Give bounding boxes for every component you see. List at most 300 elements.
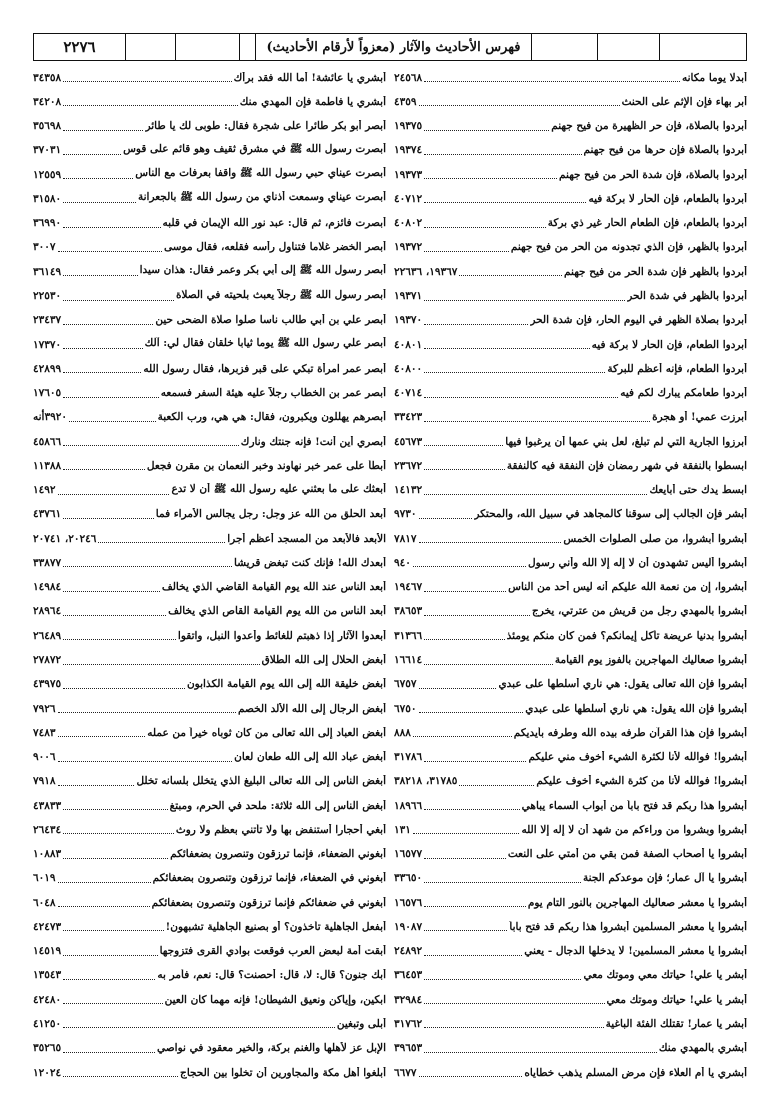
dot-leader: [63, 558, 232, 567]
entry-text: أبشروا بالمهدي رجل من قريش من عترتي، يخرج: [532, 605, 747, 618]
entry-reference: ١٩٣٧٥: [394, 120, 423, 133]
index-entry: [394, 576, 747, 600]
dot-leader: [419, 534, 562, 543]
entry-reference: ٤٢٤٧٣: [33, 920, 62, 933]
index-entry: [33, 576, 386, 600]
index-entry: [394, 454, 747, 478]
entry-reference: ٦٠٤٨: [33, 896, 56, 909]
entry-text: أبصر عمر بن الخطاب رجلاً عليه هيئة السفر فسمعه: [160, 387, 386, 400]
index-entry: [33, 381, 386, 405]
entry-text: أبصرت فائزم، ثم قال: عبد نور الله الإيمان في قلبه: [162, 217, 386, 230]
dot-leader: [63, 922, 163, 931]
dot-leader: [424, 874, 581, 883]
index-entry: [33, 1037, 386, 1061]
index-entry: [33, 430, 386, 454]
right-column: [390, 66, 747, 1090]
index-entry: [394, 794, 747, 818]
dot-leader: [424, 389, 618, 398]
dot-leader: [58, 728, 146, 737]
index-entry: [33, 940, 386, 964]
dot-leader: [63, 461, 145, 470]
entry-reference: ١٦٥٧٦: [394, 896, 423, 909]
entry-text: أبصري أين أنت! فإنه جنتك ونارك: [240, 435, 386, 448]
entry-text: أبعد الحلق من الله عز وجل: رجل يجالس الأمراء فما: [155, 508, 386, 521]
index-entry: [33, 454, 386, 478]
entry-reference: ٤٣٩٧٥: [33, 678, 62, 691]
entry-text: أبردوا بالظهر، فإن الذي تجدونه من الحر من فيح جهنم: [510, 241, 747, 254]
entry-text: أبصرت عيناي حبي رسول الله ﷺ واقفا بعرفات مع الناس: [135, 167, 386, 180]
index-entry: [394, 212, 747, 236]
dot-leader: [424, 146, 581, 155]
dot-leader: [63, 1019, 335, 1028]
index-entry: [394, 1012, 747, 1036]
entry-text: أبغي أحجارا أستنفض بها ولا تأتني بعظم ولا روث: [175, 823, 386, 836]
entry-text: أبشروا فإن هذا القرآن طرفه بيده الله وطرفه بأيديكم: [513, 726, 747, 739]
dot-leader: [63, 947, 157, 956]
entry-text: أبشروا! فوالله لأنا لكثرة الشيء أخوف مني عليكم: [528, 751, 747, 764]
index-entry: [394, 843, 747, 867]
entry-text: أبردوا بالصلاة فإن حرها من فيح جهنم: [583, 144, 747, 157]
index-entry: [394, 479, 747, 503]
entry-text: أبردوا بالصلاة، فإن حر الظهيرة من فيح جهنم: [551, 120, 747, 133]
dot-leader: [424, 801, 519, 810]
page-title: فهرس الأحاديث والآثار (معزواً لأرقام الأحاديث): [256, 34, 532, 60]
dot-leader: [419, 704, 524, 713]
entry-reference: ١٦٥٧٧: [394, 848, 423, 861]
entry-text: أبردوا طعامكم يبارك لكم فيه: [620, 387, 747, 400]
dot-leader: [63, 219, 160, 228]
entry-reference: ٣١٧٦٢: [394, 1017, 423, 1030]
entry-reference: ١٧٣٧٠: [33, 338, 62, 351]
entry-reference: ٣٩٢٠أنه: [33, 411, 68, 424]
entry-text: أبردوا بصلاة الظهر في اليوم الحار، فإن شدة الحر: [530, 314, 747, 327]
index-entry: [394, 406, 747, 430]
index-entry: [33, 309, 386, 333]
index-entry: [394, 915, 747, 939]
dot-leader: [58, 874, 151, 883]
dot-leader: [63, 656, 259, 665]
index-entry: [394, 940, 747, 964]
index-entry: [33, 551, 386, 575]
index-entry: [394, 503, 747, 527]
index-entry: [394, 1037, 747, 1061]
entry-text: أبشروا يا آل عمار؛ فإن موعدكم الجنة: [583, 872, 747, 885]
index-entry: [33, 139, 386, 163]
left-column: [33, 66, 390, 1090]
entry-reference: ١٩٣٧٠: [394, 314, 423, 327]
index-entry: [33, 333, 386, 357]
entry-reference: ٧٨١٧: [394, 532, 417, 545]
index-entry: [394, 673, 747, 697]
entry-text: أبشروا يا أصحاب الصفة فمن بقي من أمتي على النعت: [507, 848, 747, 861]
entry-reference: ٧٤٨٣: [33, 726, 56, 739]
entry-text: أبشروا يا معشر المسلمين! لا يدخلها الدجال - يعني: [524, 945, 747, 958]
dot-leader: [424, 461, 505, 470]
entry-text: أبعد الناس عند الله يوم القيامة القاضي الذي يخالف: [161, 581, 386, 594]
index-entry: [394, 964, 747, 988]
entry-text: أبصرت عيناي وسمعت أذناي من رسول الله ﷺ بالجعرانة: [137, 191, 386, 204]
entry-text: أبلغوا أهل مكة والمجاورين أن تخلوا بين الحجاج: [180, 1066, 386, 1079]
index-entry: [394, 551, 747, 575]
dot-leader: [63, 97, 238, 106]
dot-leader: [63, 340, 142, 349]
entry-reference: ٢٦٤٨٩: [33, 629, 62, 642]
entry-reference: ٢٤٨٩٢: [394, 945, 423, 958]
index-entry: [33, 1012, 386, 1036]
entry-text: أبشروا أليس تشهدون أن لا إله إلا الله وأني رسول: [527, 556, 747, 569]
dot-leader: [424, 437, 503, 446]
dot-leader: [424, 850, 506, 859]
entry-text: أبشروا فإن الله تعالى يقول: هي ناري أسلطها على عبدي: [498, 678, 747, 691]
dot-leader: [63, 680, 185, 689]
entry-text: أبشر يا عمار! تقتلك الفئة الباغية: [605, 1017, 747, 1030]
entry-reference: ٩٠٠٦: [33, 751, 56, 764]
index-entry: [394, 430, 747, 454]
index-entry: [394, 333, 747, 357]
index-entry: [394, 721, 747, 745]
entry-reference: ٢٣٤٣٧: [33, 314, 62, 327]
index-entry: [33, 66, 386, 90]
entry-reference: ٣٢٩٨٤: [394, 993, 423, 1006]
index-entry: [33, 479, 386, 503]
dot-leader: [424, 656, 553, 665]
dot-leader: [424, 170, 557, 179]
dot-leader: [63, 389, 159, 398]
dot-leader: [413, 825, 520, 834]
entry-text: أبصر رسول الله ﷺ إلى أبي بكر وعمر فقال: هذان سيدا: [139, 264, 386, 277]
dot-leader: [63, 801, 167, 810]
dot-leader: [63, 194, 136, 203]
entry-text: أبك جنون؟ قال: لا، قال: أحصنت؟ قال: نعم، فأمر به: [157, 969, 386, 982]
entry-reference: ٣٦٤٥٣: [394, 969, 423, 982]
entry-reference: ١٩٣٦٧، ٢٢٦٣٦: [394, 265, 458, 278]
index-entry: [394, 1061, 747, 1085]
dot-leader: [424, 316, 528, 325]
entry-reference: ٤٢٤٨٠: [33, 993, 62, 1006]
entry-text: أبشروا فإن الله يقول: هي ناري أسلطها على عبدي: [525, 702, 747, 715]
dot-leader: [424, 583, 506, 592]
entry-reference: ١٧٦٠٥: [33, 387, 62, 400]
index-entry: [33, 406, 386, 430]
entry-text: أبشروا يا معشر صعاليك المهاجرين بالنور التام يوم: [527, 896, 747, 909]
index-entry: [394, 648, 747, 672]
entry-reference: ١٩٠٨٧: [394, 920, 423, 933]
entry-text: أبطأ على عمر خبر نهاوند وخبر النعمان بن مقرن فجعل: [146, 459, 386, 472]
index-entry: [33, 745, 386, 769]
index-entry: [394, 284, 747, 308]
index-entry: [394, 90, 747, 114]
dot-leader: [63, 825, 174, 834]
dot-leader: [459, 267, 562, 276]
dot-leader: [419, 680, 497, 689]
entry-reference: ١٩٣٧٢: [394, 241, 423, 254]
entry-reference: ٢٤٥٦٨: [394, 71, 423, 84]
index-entry: [33, 284, 386, 308]
entry-text: أبشروا بدنيا عريضة تأكل إيمانكم؟ فمن كان منكم يومئذ: [506, 629, 747, 642]
dot-leader: [424, 753, 526, 762]
entry-text: أبغض عباد الله إلى الله طعان لعان: [234, 751, 386, 764]
index-entry: [33, 115, 386, 139]
dot-leader: [419, 510, 473, 519]
dot-leader: [63, 267, 137, 276]
entry-reference: ٢٦٤٣٤: [33, 823, 62, 836]
index-entry: [394, 867, 747, 891]
dot-leader: [413, 558, 526, 567]
entry-reference: ٤٢٨٩٩: [33, 362, 62, 375]
entry-reference: ٢٢٥٣٠: [33, 290, 62, 303]
dot-leader: [63, 971, 155, 980]
entry-text: أبصر علي بن أبي طالب ناسا صلوا صلاة الضحى حين: [155, 314, 386, 327]
dot-leader: [424, 292, 625, 301]
entry-reference: ٣٣٦٥٠: [394, 872, 423, 885]
index-entry: [394, 260, 747, 284]
header-blank-cell: [532, 34, 598, 60]
header-blank-cell: [598, 34, 660, 60]
index-entry: [394, 988, 747, 1012]
index-entry: [394, 236, 747, 260]
index-entry: [33, 891, 386, 915]
index-entry: [33, 915, 386, 939]
dot-leader: [69, 413, 156, 422]
entry-text: أبردوا بالطعام، فإن الطعام الحار غير ذي بركة: [547, 217, 747, 230]
index-entry: [33, 1061, 386, 1085]
dot-leader: [424, 898, 526, 907]
index-entry: [394, 309, 747, 333]
dot-leader: [63, 316, 153, 325]
index-entry: [33, 721, 386, 745]
entry-text: أبشر يا علي! حياتك وموتك معي: [606, 993, 747, 1006]
dot-leader: [413, 728, 512, 737]
entry-reference: ٣٤٢٠٨: [33, 95, 62, 108]
index-entry: [33, 600, 386, 624]
entry-reference: ٩٧٣٠: [394, 508, 417, 521]
dot-leader: [63, 1044, 155, 1053]
index-entry: [33, 648, 386, 672]
dot-leader: [424, 995, 604, 1004]
entry-text: أبشري يا أم العلاء فإن مرض المسلم يذهب خطاياه: [524, 1066, 747, 1079]
entry-text: أبدلا يوما مكانه: [682, 71, 747, 84]
entry-text: أبصر عمر امرأة تبكي على قبر فزبرها، فقال رسول الله: [143, 362, 386, 375]
entry-text: أبردوا بالصلاة، فإن شدة الحر من فيح جهنم: [559, 168, 747, 181]
entry-text: أبغوني الضعفاء، فإنما ترزقون وتنصرون بضعفائكم: [170, 848, 386, 861]
entry-text: أبشري بالمهدي منك: [658, 1042, 747, 1055]
index-entry: [33, 988, 386, 1012]
entry-reference: ٤٣٨٣٣: [33, 799, 62, 812]
entry-reference: ٤٠٧١٤: [394, 387, 423, 400]
index-entry: [394, 357, 747, 381]
entry-text: أبغض خليقة الله إلى الله يوم القيامة الكذابون: [186, 678, 386, 691]
index-entry: [33, 260, 386, 284]
dot-leader: [424, 413, 650, 422]
entry-text: أبصرت رسول الله ﷺ في مشرق ثقيف وهو قائم على قوس: [123, 142, 386, 155]
entry-text: أبشروا يا معشر المسلمين أبشروا هذا ربكم قد فتح باباً: [509, 920, 747, 933]
entry-text: أبشري يا فاطمة فإن المهدي منك: [239, 95, 386, 108]
dot-leader: [424, 73, 680, 82]
index-entry: [394, 187, 747, 211]
entry-text: أبغوني في الضعفاء، فإنما ترزقون وتنصرون بضعفائكم: [152, 872, 386, 885]
entry-text: أبغض الحلال إلى الله الطلاق: [261, 654, 386, 666]
entry-reference: ١٣٥٤٣: [33, 969, 62, 982]
entry-reference: ١٩٣٧٤: [394, 144, 423, 157]
entry-reference: ١٤١٣٢: [394, 484, 423, 497]
index-entry: [394, 745, 747, 769]
index-entry: [394, 66, 747, 90]
dot-leader: [419, 1068, 523, 1077]
dot-leader: [459, 777, 534, 786]
dot-leader: [58, 777, 135, 786]
entry-text: أبعدك الله! فإنك كنت تبغض قريشا: [234, 556, 386, 569]
dot-leader: [63, 583, 160, 592]
entry-reference: ٧٩٢٦: [33, 702, 56, 715]
dot-leader: [424, 1019, 603, 1028]
entry-text: أبغض العباد إلى الله تعالى من كان ثوباه خيراً من عمله: [147, 726, 386, 739]
index-entry: [394, 139, 747, 163]
index-entry: [394, 697, 747, 721]
dot-leader: [63, 122, 143, 131]
entry-text: أبرزوا الجارية التي لم تبلغ، لعل بني عمها أن يرغبوا فيها: [505, 435, 747, 448]
dot-leader: [424, 194, 586, 203]
dot-leader: [424, 219, 546, 228]
dot-leader: [58, 486, 170, 495]
entry-text: أبشر يا علي! حياتك معي وموتك معي: [583, 969, 747, 982]
entry-reference: ٣٥٦٩٨: [33, 120, 62, 133]
index-entry: [394, 770, 747, 794]
entry-reference: ٣١٧٨٦: [394, 751, 423, 764]
index-entry: [33, 770, 386, 794]
entry-reference: ٦٧٥٧: [394, 678, 417, 691]
entry-text: أبغض الناس إلى الله ثلاثة: ملحد في الحرم، ومبتغ: [169, 799, 386, 812]
entry-reference: ١٤٥١٩: [33, 945, 62, 958]
entry-reference: ٤٠٨٠١: [394, 338, 423, 351]
entry-text: أبر بهاء فإن الإثم على الحنث: [621, 95, 747, 108]
entry-reference: ٦٦٧٧: [394, 1066, 417, 1079]
entry-reference: ٩٤٠: [394, 556, 411, 569]
index-entry: [33, 357, 386, 381]
entry-text: أبصر رسول الله ﷺ رجلاً يعبث بلحيته في الصلاة: [175, 288, 386, 301]
dot-leader: [424, 971, 581, 980]
entry-reference: ١٠٨٨٣: [33, 848, 62, 861]
entry-text: أبشروا، إن من نعمة الله عليكم أنه ليس أحد من الناس: [508, 581, 747, 594]
entry-text: ابسط يدك حتى أبايعك: [649, 484, 747, 497]
index-columns: [33, 66, 747, 1090]
dot-leader: [58, 243, 162, 252]
entry-reference: ٣١٥٨٠: [33, 192, 62, 205]
index-entry: [394, 163, 747, 187]
entry-text: أبردوا بالظهر فإن شدة الحر من فيح جهنم: [564, 265, 747, 278]
entry-text: أبلى وتبغين: [336, 1017, 386, 1030]
entry-reference: ٣٦١٤٩: [33, 265, 62, 278]
entry-reference: ٣٩٦٥٣: [394, 1042, 423, 1055]
index-entry: [33, 187, 386, 211]
page-number: ٢٢٧٦: [34, 34, 126, 60]
entry-text: أبعد الناس من الله يوم القيامة القاص الذي يخالف: [168, 605, 386, 618]
dot-leader: [424, 947, 522, 956]
entry-reference: ٣٣٨٧٧: [33, 556, 62, 569]
index-entry: [394, 600, 747, 624]
entry-reference: ٧٩١٨: [33, 775, 56, 788]
entry-reference: ١٩٣٧٣: [394, 168, 423, 181]
index-entry: [33, 90, 386, 114]
entry-reference: ٤٥٨٦٦: [33, 435, 62, 448]
dot-leader: [58, 753, 233, 762]
page-header: [33, 33, 747, 61]
dot-leader: [424, 364, 605, 373]
entry-reference: ٤٣٥٩: [394, 95, 417, 108]
entry-text: أبشروا أبشروا، من صلى الصلوات الخمس: [563, 532, 747, 545]
header-blank-cell: [240, 34, 256, 60]
entry-text: ابسطوا بالنفقة في شهر رمضان فإن النفقة فيه كالنفقة: [506, 459, 747, 472]
entry-text: أبفعل الجاهلية تأخذون؟ أو بصنيع الجاهلية تشبهون!: [165, 920, 386, 933]
entry-text: ابكين، وإياكن ونعيق الشيطان! فإنه مهما كان العين: [164, 993, 386, 1006]
index-entry: [33, 697, 386, 721]
index-entry: [33, 843, 386, 867]
index-entry: [394, 527, 747, 551]
entry-text: أبشري يا عائشة! أما الله فقد برأك: [233, 71, 386, 84]
index-entry: [33, 212, 386, 236]
dot-leader: [63, 510, 154, 519]
dot-leader: [63, 1068, 178, 1077]
entry-reference: ٢٠٢٤٦، ٢٠٧٤١: [33, 532, 97, 545]
entry-reference: ٣٦٩٩٠: [33, 217, 62, 230]
entry-reference: ٣٠٠٧: [33, 241, 56, 254]
index-entry: [33, 964, 386, 988]
entry-reference: ٦٧٥٠: [394, 702, 417, 715]
entry-reference: ١٣١: [394, 823, 411, 836]
dot-leader: [98, 534, 225, 543]
entry-text: أبصر الخضر غلاما فتناول رأسه فقلعه، فقال موسى: [163, 241, 386, 254]
index-entry: [394, 115, 747, 139]
index-entry: [394, 891, 747, 915]
dot-leader: [424, 340, 589, 349]
dot-leader: [424, 243, 509, 252]
index-entry: [394, 624, 747, 648]
index-entry: [33, 163, 386, 187]
index-entry: [33, 794, 386, 818]
dot-leader: [63, 146, 121, 155]
entry-text: أبشر فإن الجالب إلى سوقنا كالمجاهد في سبيل الله، والمحتكر: [474, 508, 747, 521]
header-blank-cell: [660, 34, 746, 60]
entry-reference: ٣١٣٦٦: [394, 629, 423, 642]
entry-reference: ٤٣٧٦١: [33, 508, 62, 521]
entry-text: أبصر علي رسول الله ﷺ يوما ثيابا خلقان فقال لي: آلك: [144, 337, 386, 350]
index-entry: [33, 527, 386, 551]
entry-text: أبردوا بالظهر في شدة الحر: [627, 290, 747, 303]
index-entry: [33, 624, 386, 648]
entry-reference: ١٨٩٦٦: [394, 799, 423, 812]
header-blank-cell: [176, 34, 240, 60]
index-entry: [33, 503, 386, 527]
index-entry: [33, 867, 386, 891]
dot-leader: [63, 292, 174, 301]
index-entry: [33, 818, 386, 842]
dot-leader: [63, 437, 239, 446]
entry-text: أبشروا وبشروا من وراءكم من شهد أن لا إله إلا الله: [521, 823, 747, 836]
dot-leader: [63, 850, 168, 859]
dot-leader: [424, 922, 507, 931]
entry-reference: ٤٥٦٧٣: [394, 435, 423, 448]
entry-text: أبشروا! فوالله لأنا من كثرة الشيء أخوف عليكم: [536, 775, 747, 788]
entry-reference: ١٤٩٢: [33, 484, 56, 497]
entry-text: أبعثك على ما بعثني عليه رسول الله ﷺ أن لا تدع: [171, 482, 386, 495]
dot-leader: [63, 995, 162, 1004]
dot-leader: [63, 364, 141, 373]
dot-leader: [63, 607, 166, 616]
entry-text: أبعدوا الآثار إذا ذهبتم للغائط وأعدوا النبل، واتقوا: [177, 629, 386, 642]
entry-reference: ٣٥٢٦٥: [33, 1042, 62, 1055]
entry-reference: ٨٨٨: [394, 726, 411, 739]
entry-text: الأبعد فالأبعد من المسجد أعظم أجرا: [227, 532, 386, 545]
dot-leader: [58, 704, 236, 713]
